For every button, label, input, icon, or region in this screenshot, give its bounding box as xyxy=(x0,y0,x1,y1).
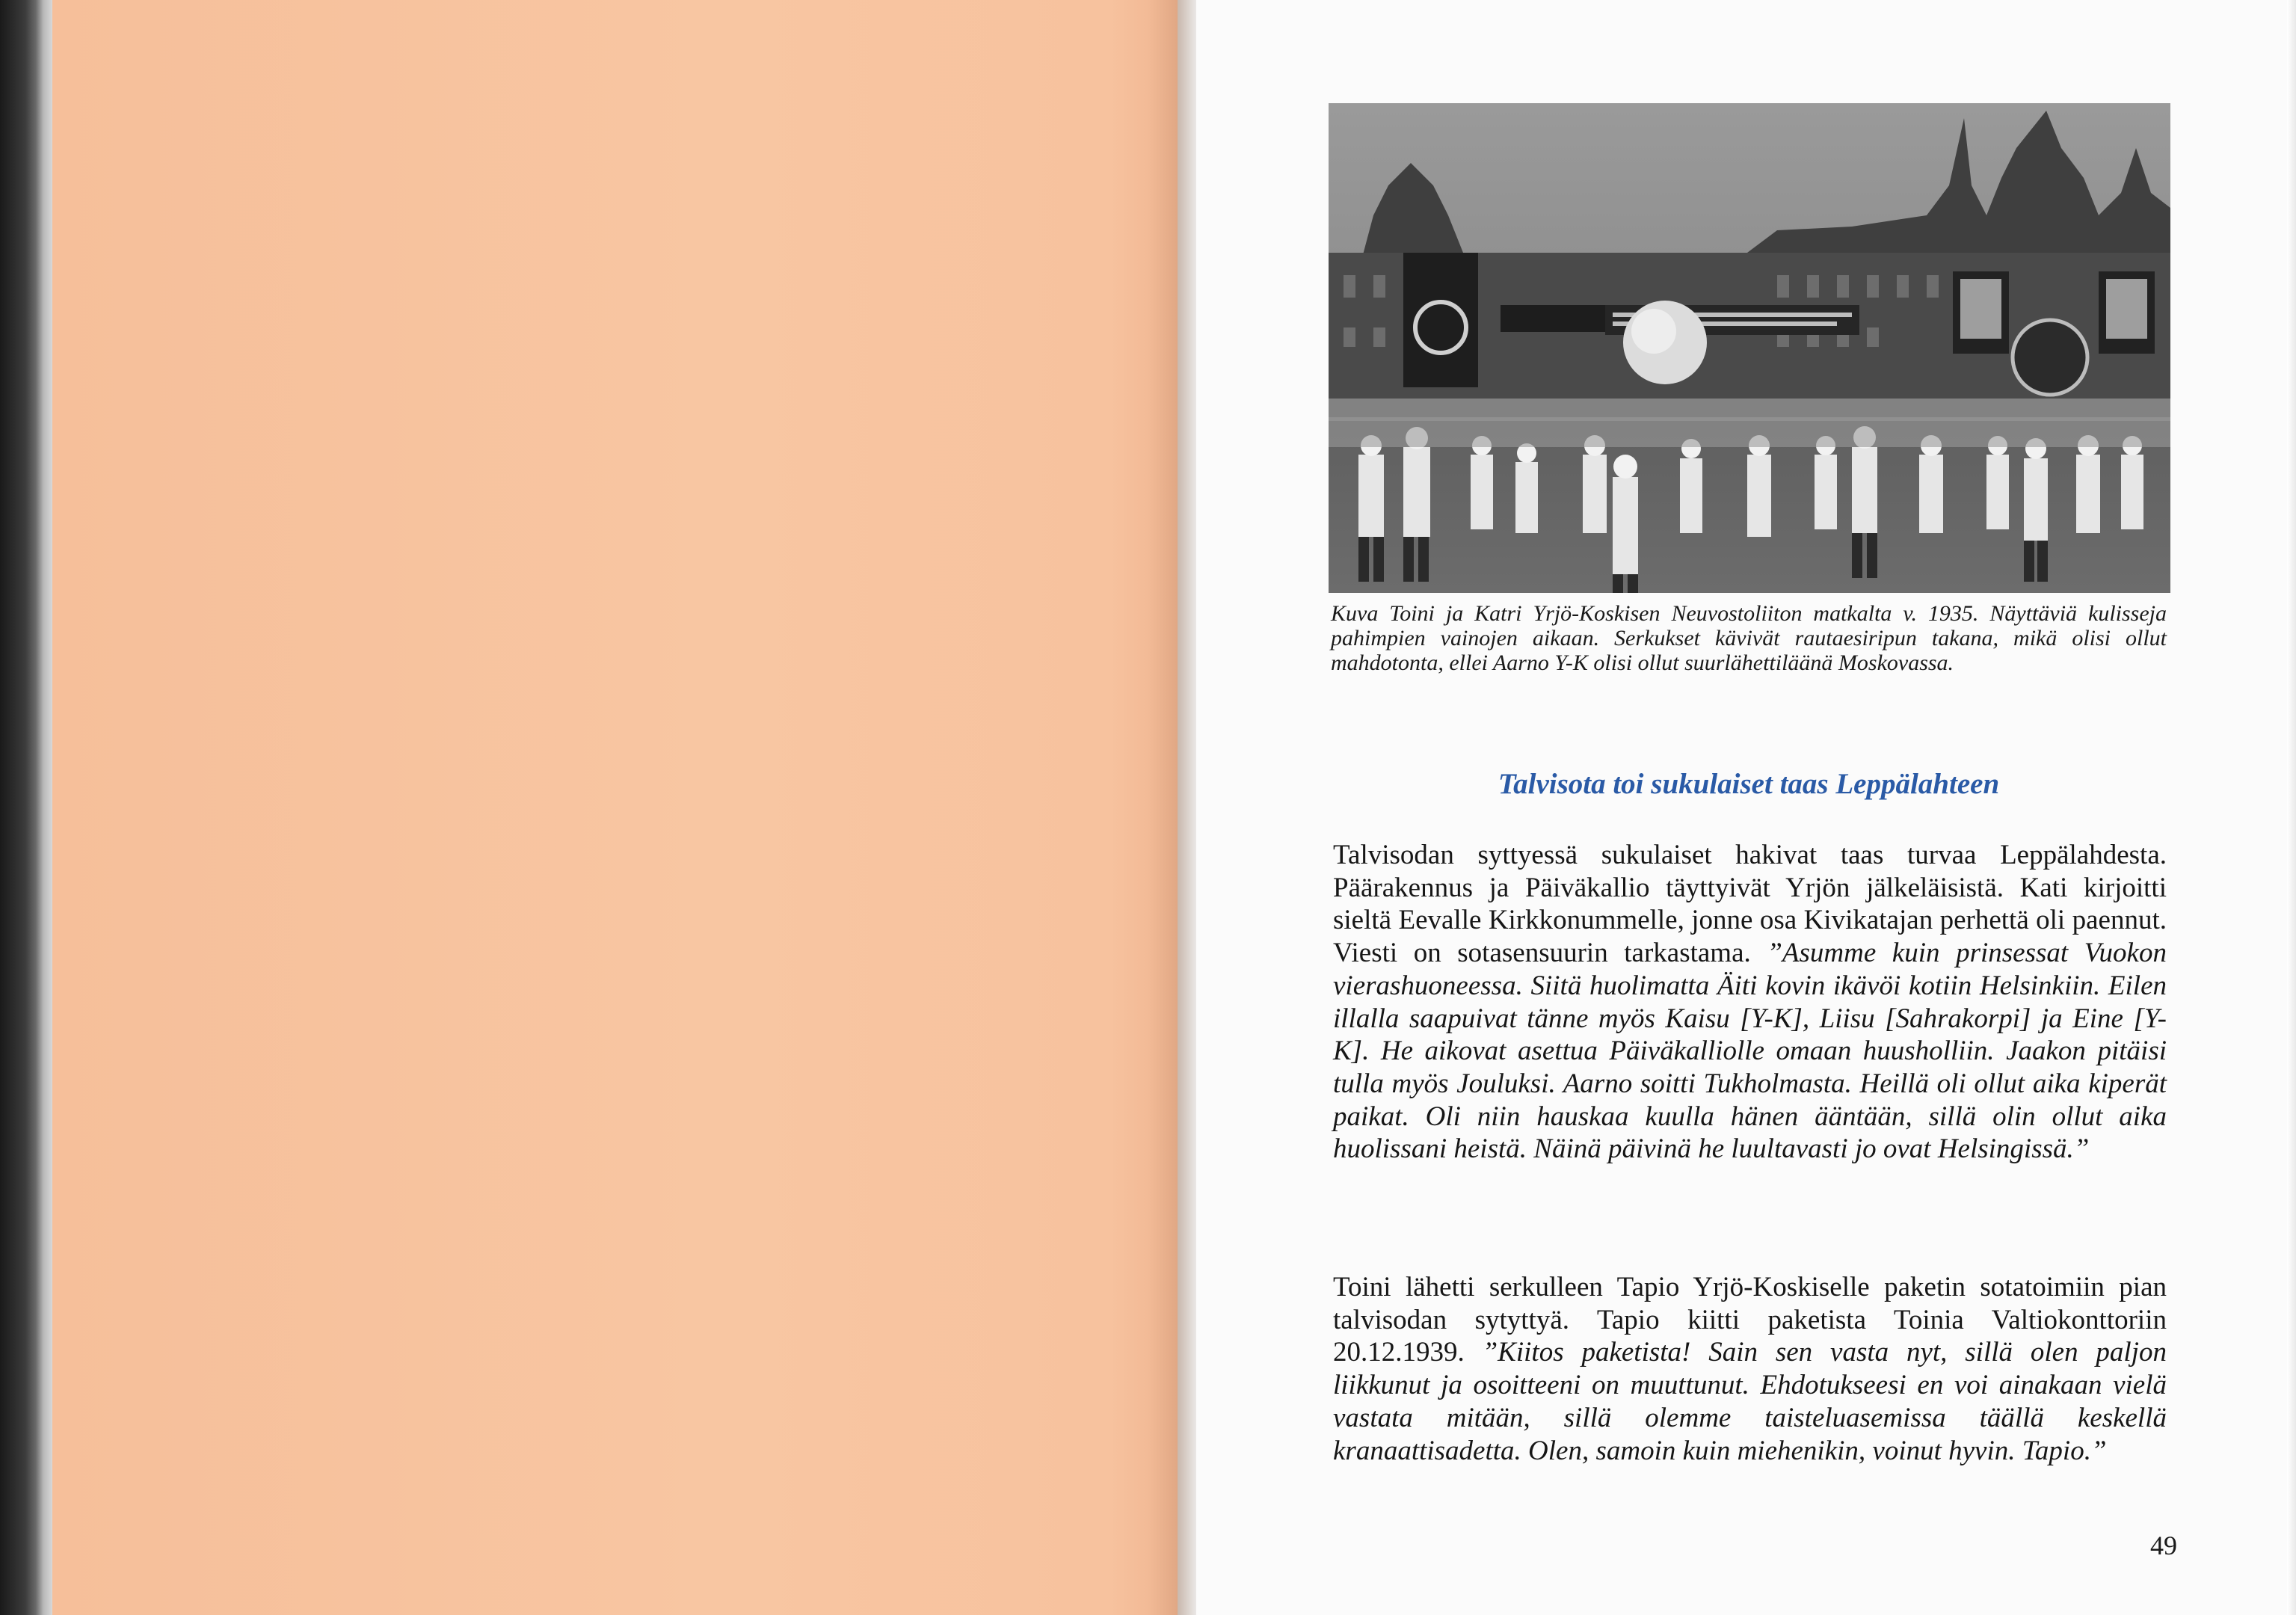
paragraph-2-quote: ”Kiitos paketista! Sain sen vasta nyt, sillä olen paljon liikkunut ja osoitteeni on muuttunut. Ehdotukseesi en voi ainakaan vielä vastata mitään, sillä olemme taisteluasemissa täällä keskellä kranaattisadetta. Olen, samoin kuin miehenikin, voinut hyvin. Tapio.” xyxy=(1333,1337,2167,1466)
photo-caption: Kuva Toini ja Katri Yrjö-Koskisen Neuvostoliiton matkalta v. 1935. Näyttäviä kulisseja pahimpien vainojen aikaan. Serkukset kävivät rautaesiripun takana, mikä olisi ollut mahdotonta, ellei Aarno Y-K olisi ollut suurlähettiläänä Moskovassa. xyxy=(1331,601,2167,675)
page-number: 49 xyxy=(2150,1531,2177,1560)
section-heading: Talvisota toi sukulaiset taas Leppälahteen xyxy=(1498,768,2000,800)
paragraph-2-text: Toini lähetti serkulleen Tapio Yrjö-Koskiselle paketin sotatoimiin pian talvisodan sytyttyä. Tapio kiitti paketista Toinia Valtiokonttoriin 20.12.1939. xyxy=(1333,1272,2167,1368)
paragraph-1-text: Talvisodan syttyessä sukulaiset hakivat taas turvaa Leppälahdesta. Päärakennus ja Päiväkallio täyttyivät Yrjön jälkeläisistä. Kati kirjoitti sieltä Eevalle Kirkkonummelle, jonne osa Kivikatajan perhettä oli paennut. Viesti on sotasensuurin tarkastama. xyxy=(1333,840,2167,969)
paragraph-1-quote: ”Asumme kuin prinsessat Vuokon vierashuoneessa. Siitä huolimatta Äiti kovin ikävöi kotiin Helsinkiin. Eilen illalla saapuivat tänne myös Kaisu [Y-K], Liisu [Sahrakorpi] ja Eine [Y-K]. He aikovat asettua Päiväkalliolle omaan huusholliin. Jaakon pitäisi tulla myös Jouluksi. Aarno soitti Tukholmasta. Heillä oli ollut aika kiperät paikat. Oli niin hauskaa kuulla hänen ääntään, sillä olin ollut aika huolissani heistä. Näinä päivinä he luultavasti jo ovat Helsingissä.” xyxy=(1333,938,2167,1165)
paragraph-2 xyxy=(1333,1271,2167,1467)
left-page-blank xyxy=(52,0,1178,1615)
archival-photo xyxy=(1329,103,2170,593)
paragraph-1 xyxy=(1333,839,2167,1166)
parade-photo-illustration xyxy=(1329,103,2170,593)
book-binding-edge xyxy=(0,0,52,1615)
